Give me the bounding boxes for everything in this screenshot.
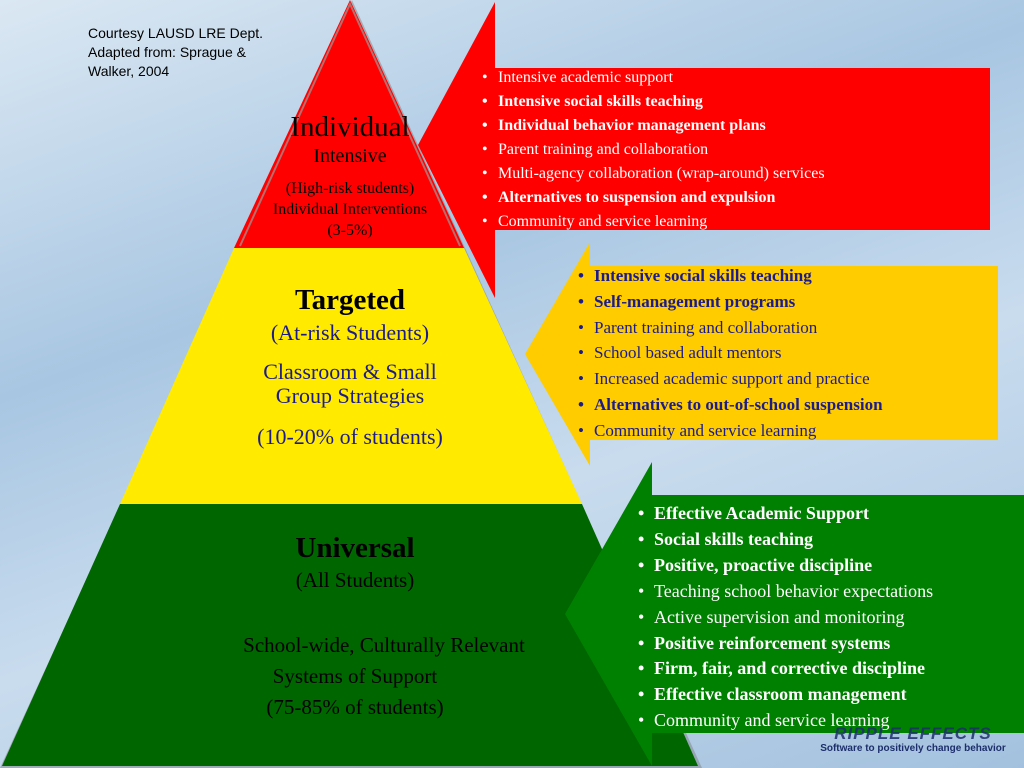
tier-universal-subtitle: (All Students) [295,568,415,592]
tier-targeted-text [200,282,500,450]
tier-universal-title: Universal [295,532,415,564]
tier-individual-title: Individual [290,111,410,143]
callout-item: • Alternatives to suspension and expulsion [478,186,825,210]
tier-targeted-line: Group Strategies [275,383,425,408]
callout-item: • Multi-agency collaboration (wrap-around) services [478,162,825,186]
ripple-effects-logo [818,726,1008,755]
callout-item: • Social skills teaching [634,527,933,553]
callout-item: • Community and service learning [634,708,933,734]
callout-item: • Positive, proactive discipline [634,553,933,579]
callout-item: • Firm, fair, and corrective discipline [634,656,933,682]
tier-universal-line: School-wide, Culturally Relevant [243,633,525,657]
callout-item: • Intensive social skills teaching [478,90,825,114]
callout-targeted-list [574,263,883,444]
callout-universal-list [634,501,933,734]
callout-item: • Alternatives to out-of-school suspension [574,392,883,418]
tier-individual-text [230,110,470,241]
tier-universal-line: (75-85% of students) [266,695,444,719]
logo-tagline: Software to positively change behavior [820,743,1006,754]
courtesy-line: Adapted from: Sprague & [88,44,246,60]
tier-targeted-title: Targeted [294,284,406,316]
callout-individual [478,66,825,234]
courtesy-line: Courtesy LAUSD LRE Dept. [88,25,264,41]
callout-item: • Effective Academic Support [634,501,933,527]
callout-item: • Teaching school behavior expectations [634,579,933,605]
callout-item: • Community and service learning [478,210,825,234]
tier-individual-line: (High-risk students) [285,180,415,197]
callout-item: • Intensive academic support [478,66,825,90]
callout-item: • Active supervision and monitoring [634,605,933,631]
callout-targeted [574,263,883,444]
tier-universal-text [160,530,550,616]
callout-item: • Individual behavior management plans [478,114,825,138]
tier-universal-detail [200,661,510,723]
tier-targeted-line: Classroom & Small [263,359,437,384]
courtesy-note [88,24,308,81]
callout-item: • Positive reinforcement systems [634,631,933,657]
tier-targeted-line: (10-20% of students) [257,424,443,449]
logo-name: RIPPLE EFFECTS [834,724,992,743]
tier-individual-subtitle: Intensive [313,145,387,167]
tier-universal-line: Systems of Support [272,664,438,688]
courtesy-line: Walker, 2004 [88,63,170,79]
callout-item: • Community and service learning [574,418,883,444]
callout-item: • Increased academic support and practice [574,366,883,392]
callout-item: • Intensive social skills teaching [574,263,883,289]
callout-item: • Parent training and collaboration [478,138,825,162]
callout-item: • Effective classroom management [634,682,933,708]
tier-universal-detail [200,630,568,661]
tier-targeted-subtitle: (At-risk Students) [270,320,430,345]
callout-item: • Parent training and collaboration [574,315,883,341]
callout-universal [634,501,933,734]
tier-individual-line: Individual Interventions [272,201,428,218]
callout-individual-list [478,66,825,234]
callout-item: • School based adult mentors [574,340,883,366]
tier-individual-line: (3-5%) [327,222,373,239]
callout-item: • Self-management programs [574,289,883,315]
